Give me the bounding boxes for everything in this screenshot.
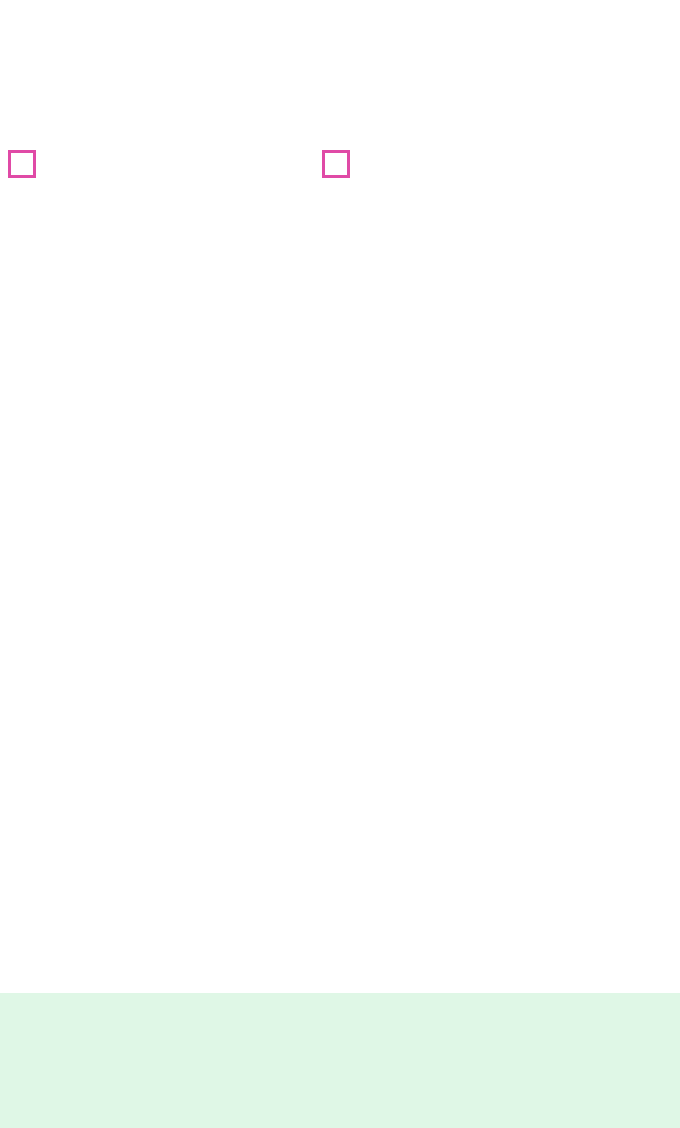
ten-sticks-illustration [0,280,680,610]
answer-row [0,1045,48,1075]
sticks-illustration-top [0,0,680,235]
figure-2-label [322,150,350,178]
answer-row [0,997,48,1027]
answers-block [0,993,680,1128]
figure-1-label [8,150,36,178]
answer-row [0,1094,48,1124]
